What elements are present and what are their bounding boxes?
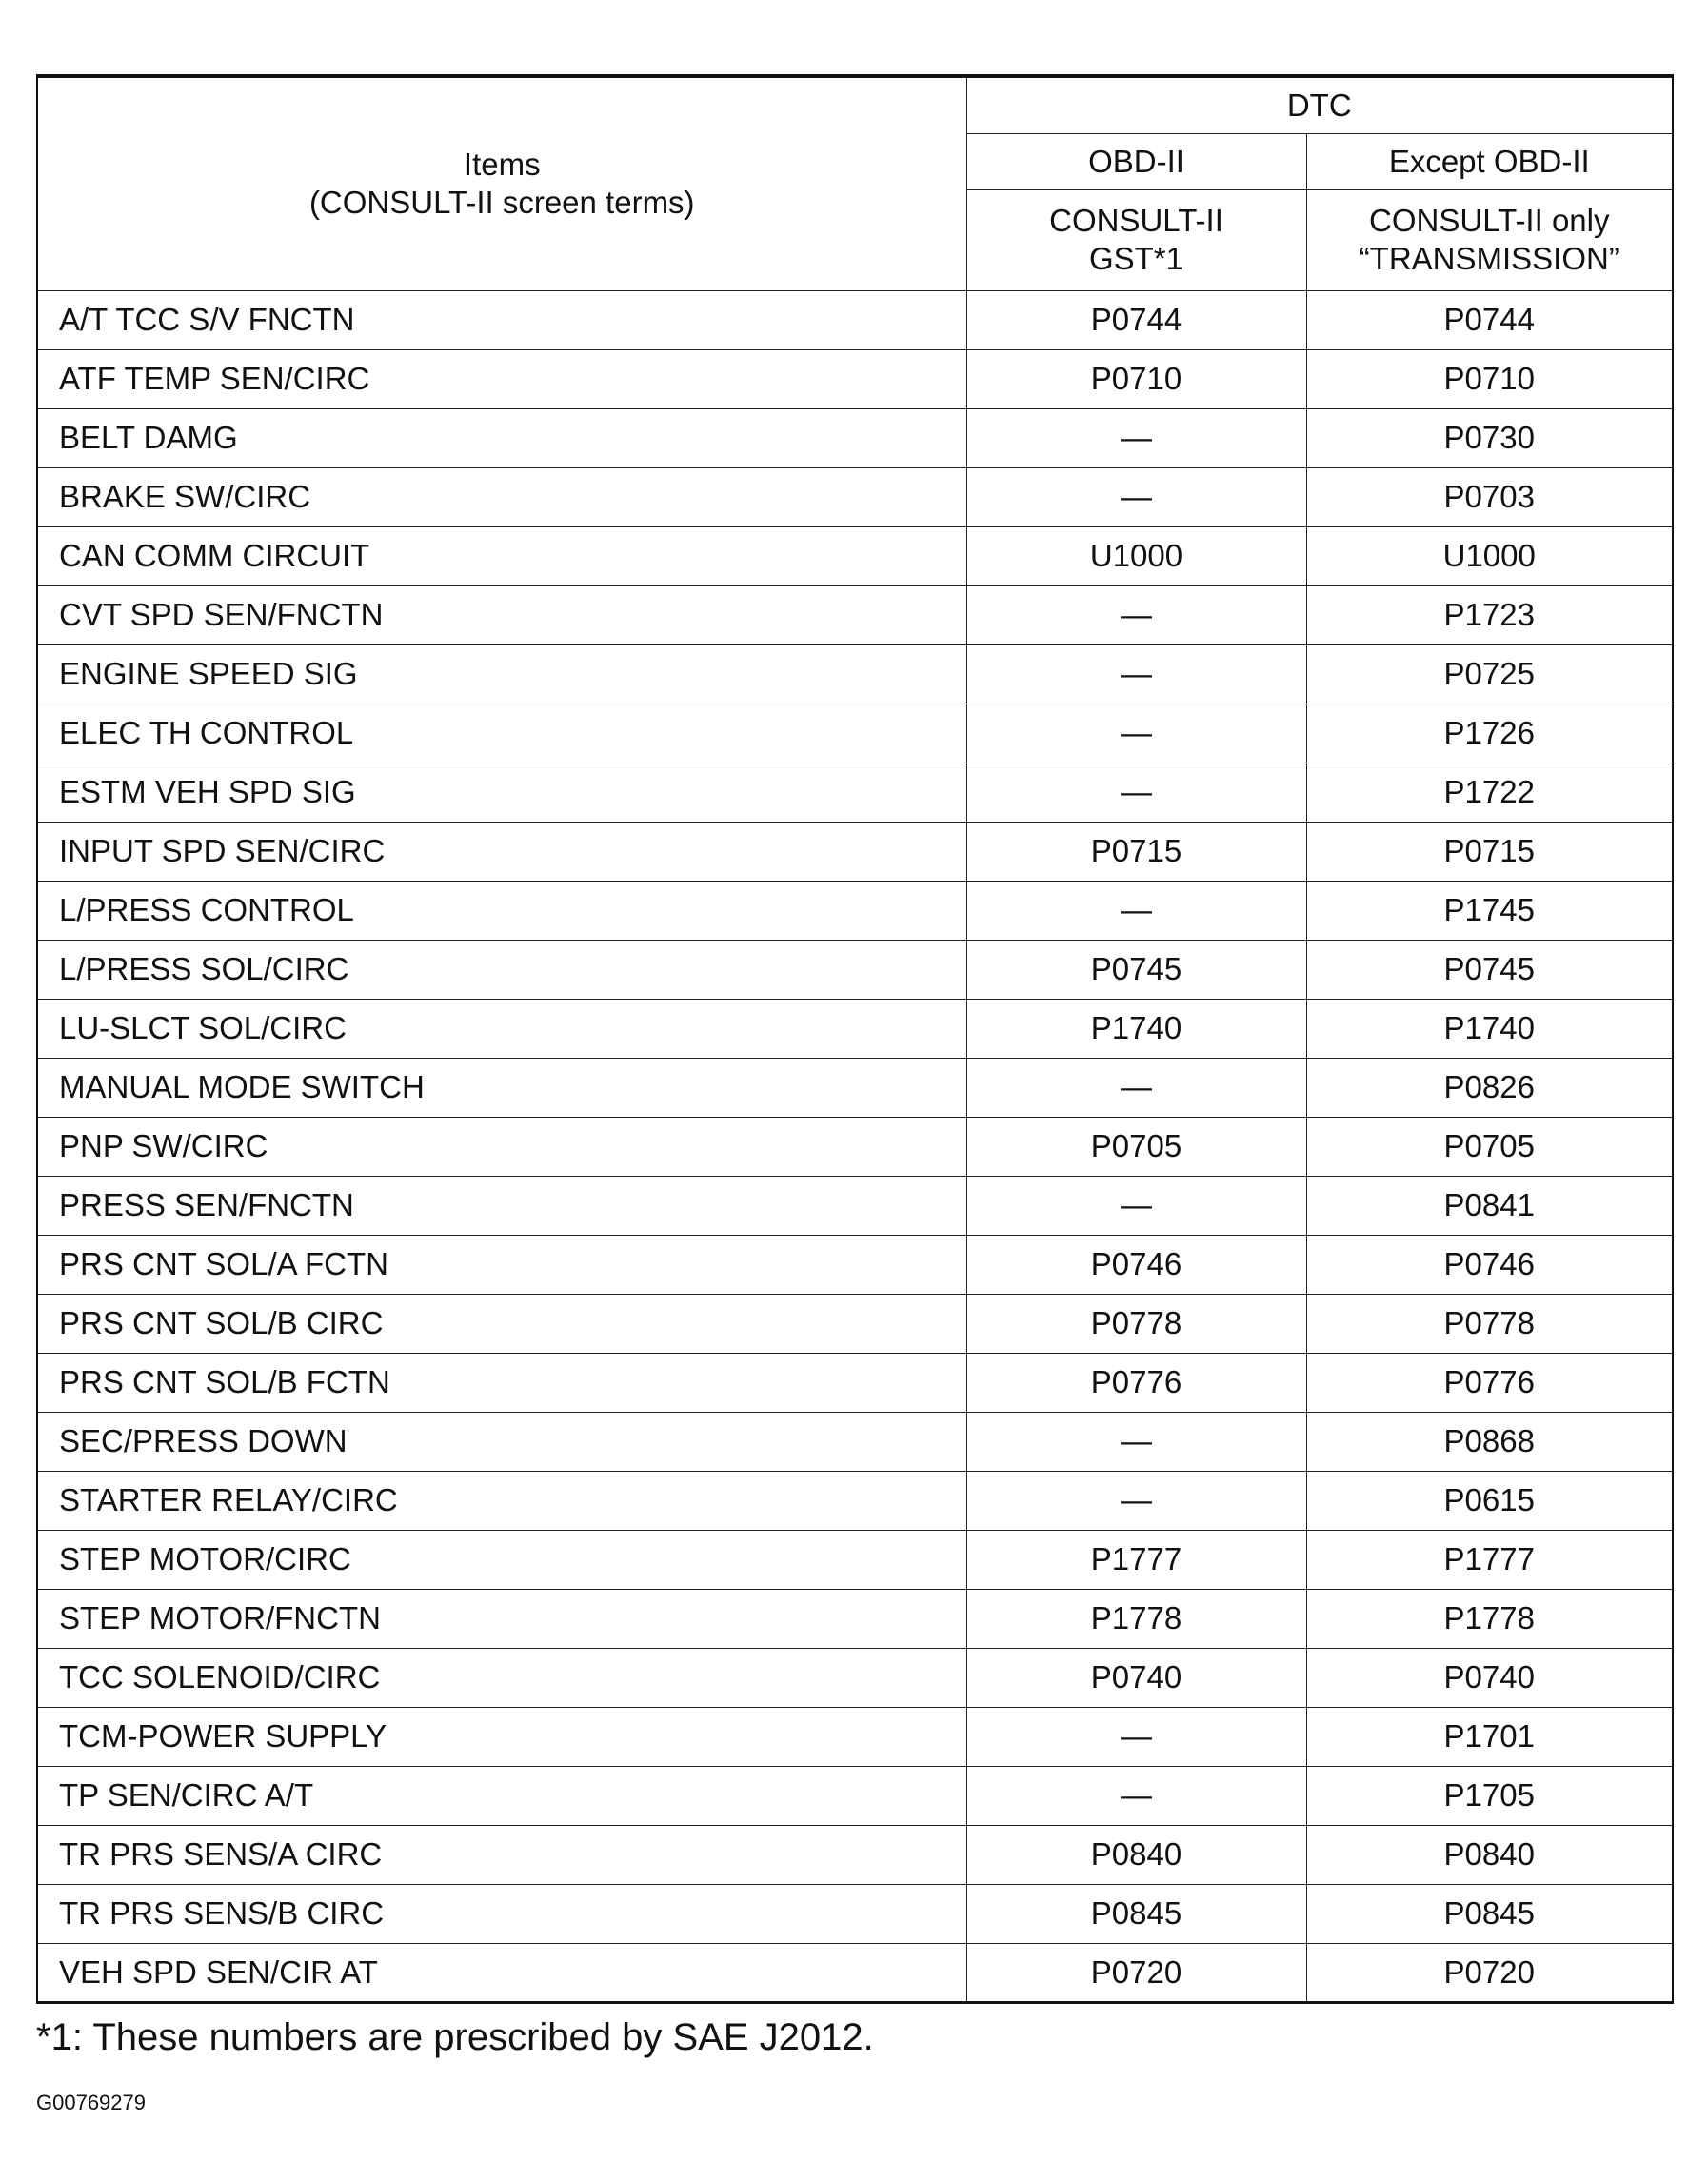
items-header-line1: Items <box>463 147 541 183</box>
obd2-code-cell: P0778 <box>966 1294 1306 1353</box>
obd2-code-cell: — <box>966 1707 1306 1766</box>
obd2-code-cell: — <box>966 763 1306 822</box>
except-obd2-code-cell: P0746 <box>1306 1235 1673 1294</box>
except-obd2-code-cell: P0705 <box>1306 1117 1673 1176</box>
consult-only-line1: CONSULT-II only <box>1369 203 1610 238</box>
table-row <box>37 1117 1673 1176</box>
item-cell: PRS CNT SOL/B CIRC <box>37 1294 966 1353</box>
obd2-code-cell: P0745 <box>966 940 1306 999</box>
consult-gst-line1: CONSULT-II <box>1049 203 1223 238</box>
table-row <box>37 1353 1673 1412</box>
except-obd2-code-cell: P0725 <box>1306 644 1673 704</box>
table-row <box>37 822 1673 881</box>
obd2-code-cell: — <box>966 704 1306 763</box>
obd2-code-cell: — <box>966 1176 1306 1235</box>
item-cell: TCM-POWER SUPPLY <box>37 1707 966 1766</box>
item-cell: STEP MOTOR/FNCTN <box>37 1589 966 1648</box>
table-row <box>37 1235 1673 1294</box>
item-cell: TR PRS SENS/B CIRC <box>37 1884 966 1943</box>
except-obd2-code-cell: U1000 <box>1306 526 1673 585</box>
table-row <box>37 1471 1673 1530</box>
except-obd2-code-cell: P1722 <box>1306 763 1673 822</box>
item-cell: ESTM VEH SPD SIG <box>37 763 966 822</box>
obd2-code-cell: P0746 <box>966 1235 1306 1294</box>
except-obd2-code-cell: P0745 <box>1306 940 1673 999</box>
obd2-code-cell: — <box>966 644 1306 704</box>
table-row <box>37 1766 1673 1825</box>
items-header <box>37 76 966 290</box>
item-cell: TR PRS SENS/A CIRC <box>37 1825 966 1884</box>
dtc-header: DTC <box>966 76 1673 133</box>
table-row <box>37 999 1673 1058</box>
item-cell: INPUT SPD SEN/CIRC <box>37 822 966 881</box>
obd2-code-cell: P0720 <box>966 1943 1306 2002</box>
obd2-code-cell: — <box>966 585 1306 644</box>
item-cell: STEP MOTOR/CIRC <box>37 1530 966 1589</box>
consult-gst-header <box>966 189 1306 290</box>
obd2-code-cell: P1740 <box>966 999 1306 1058</box>
except-obd2-code-cell: P1705 <box>1306 1766 1673 1825</box>
table-row <box>37 290 1673 349</box>
except-obd2-code-cell: P1701 <box>1306 1707 1673 1766</box>
obd2-code-cell: — <box>966 1058 1306 1117</box>
image-id: G00769279 <box>36 2091 146 2114</box>
dtc-table <box>36 74 1674 2004</box>
obd2-code-cell: — <box>966 1766 1306 1825</box>
obd2-code-cell: P1778 <box>966 1589 1306 1648</box>
item-cell: LU-SLCT SOL/CIRC <box>37 999 966 1058</box>
item-cell: TCC SOLENOID/CIRC <box>37 1648 966 1707</box>
item-cell: L/PRESS CONTROL <box>37 881 966 940</box>
except-obd2-code-cell: P1778 <box>1306 1589 1673 1648</box>
consult-only-header <box>1306 189 1673 290</box>
item-cell: A/T TCC S/V FNCTN <box>37 290 966 349</box>
item-cell: CAN COMM CIRCUIT <box>37 526 966 585</box>
obd2-code-cell: P0776 <box>966 1353 1306 1412</box>
item-cell: BELT DAMG <box>37 408 966 467</box>
table-row <box>37 1176 1673 1235</box>
item-cell: STARTER RELAY/CIRC <box>37 1471 966 1530</box>
except-obd2-code-cell: P1740 <box>1306 999 1673 1058</box>
table-row <box>37 940 1673 999</box>
table-header <box>37 76 1673 290</box>
item-cell: ENGINE SPEED SIG <box>37 644 966 704</box>
except-obd2-code-cell: P1777 <box>1306 1530 1673 1589</box>
item-cell: CVT SPD SEN/FNCTN <box>37 585 966 644</box>
table-row <box>37 467 1673 526</box>
except-obd2-code-cell: P0730 <box>1306 408 1673 467</box>
obd2-code-cell: P0740 <box>966 1648 1306 1707</box>
item-cell: MANUAL MODE SWITCH <box>37 1058 966 1117</box>
except-obd2-code-cell: P0826 <box>1306 1058 1673 1117</box>
obd2-code-cell: — <box>966 881 1306 940</box>
item-cell: PRESS SEN/FNCTN <box>37 1176 966 1235</box>
table-row <box>37 704 1673 763</box>
item-cell: BRAKE SW/CIRC <box>37 467 966 526</box>
except-obd2-code-cell: P0703 <box>1306 467 1673 526</box>
table-row <box>37 526 1673 585</box>
obd2-code-cell: — <box>966 467 1306 526</box>
obd2-code-cell: U1000 <box>966 526 1306 585</box>
consult-only-line2: “TRANSMISSION” <box>1359 241 1619 276</box>
except-obd2-code-cell: P0710 <box>1306 349 1673 408</box>
item-cell: PNP SW/CIRC <box>37 1117 966 1176</box>
table-row <box>37 408 1673 467</box>
item-cell: ATF TEMP SEN/CIRC <box>37 349 966 408</box>
except-obd2-code-cell: P0840 <box>1306 1825 1673 1884</box>
except-obd2-code-cell: P1723 <box>1306 585 1673 644</box>
obd2-code-cell: P0744 <box>966 290 1306 349</box>
except-obd2-code-cell: P0841 <box>1306 1176 1673 1235</box>
table-row <box>37 644 1673 704</box>
obd2-code-cell: — <box>966 408 1306 467</box>
table-row <box>37 1707 1673 1766</box>
footnote: *1: These numbers are prescribed by SAE J2012. <box>36 2016 874 2058</box>
except-obd2-code-cell: P1745 <box>1306 881 1673 940</box>
except-obd2-code-cell: P0868 <box>1306 1412 1673 1471</box>
item-cell: TP SEN/CIRC A/T <box>37 1766 966 1825</box>
table-row <box>37 1530 1673 1589</box>
except-obd2-code-cell: P0845 <box>1306 1884 1673 1943</box>
obd2-code-cell: P0710 <box>966 349 1306 408</box>
except-obd2-code-cell: P0615 <box>1306 1471 1673 1530</box>
obd2-code-cell: P1777 <box>966 1530 1306 1589</box>
table-row <box>37 1884 1673 1943</box>
obd2-code-cell: — <box>966 1412 1306 1471</box>
table-row <box>37 763 1673 822</box>
obd2-header: OBD-II <box>966 133 1306 189</box>
item-cell: SEC/PRESS DOWN <box>37 1412 966 1471</box>
obd2-code-cell: — <box>966 1471 1306 1530</box>
table-row <box>37 585 1673 644</box>
items-header-line2: (CONSULT-II screen terms) <box>308 185 695 221</box>
except-obd2-code-cell: P0778 <box>1306 1294 1673 1353</box>
table-row <box>37 349 1673 408</box>
table-row <box>37 1412 1673 1471</box>
item-cell: ELEC TH CONTROL <box>37 704 966 763</box>
table-row <box>37 1058 1673 1117</box>
table-row <box>37 881 1673 940</box>
item-cell: PRS CNT SOL/B FCTN <box>37 1353 966 1412</box>
except-obd2-code-cell: P0744 <box>1306 290 1673 349</box>
table-row <box>37 1294 1673 1353</box>
table-row <box>37 1943 1673 2002</box>
table-row <box>37 1648 1673 1707</box>
except-obd2-code-cell: P0715 <box>1306 822 1673 881</box>
except-obd2-header: Except OBD-II <box>1306 133 1673 189</box>
consult-gst-line2: GST*1 <box>1088 241 1184 276</box>
item-cell: VEH SPD SEN/CIR AT <box>37 1943 966 2002</box>
table-row <box>37 1589 1673 1648</box>
except-obd2-code-cell: P0720 <box>1306 1943 1673 2002</box>
item-cell: PRS CNT SOL/A FCTN <box>37 1235 966 1294</box>
item-cell: L/PRESS SOL/CIRC <box>37 940 966 999</box>
obd2-code-cell: P0845 <box>966 1884 1306 1943</box>
table-body <box>37 290 1673 2002</box>
except-obd2-code-cell: P0740 <box>1306 1648 1673 1707</box>
obd2-code-cell: P0705 <box>966 1117 1306 1176</box>
except-obd2-code-cell: P1726 <box>1306 704 1673 763</box>
obd2-code-cell: P0840 <box>966 1825 1306 1884</box>
obd2-code-cell: P0715 <box>966 822 1306 881</box>
table-row <box>37 1825 1673 1884</box>
except-obd2-code-cell: P0776 <box>1306 1353 1673 1412</box>
